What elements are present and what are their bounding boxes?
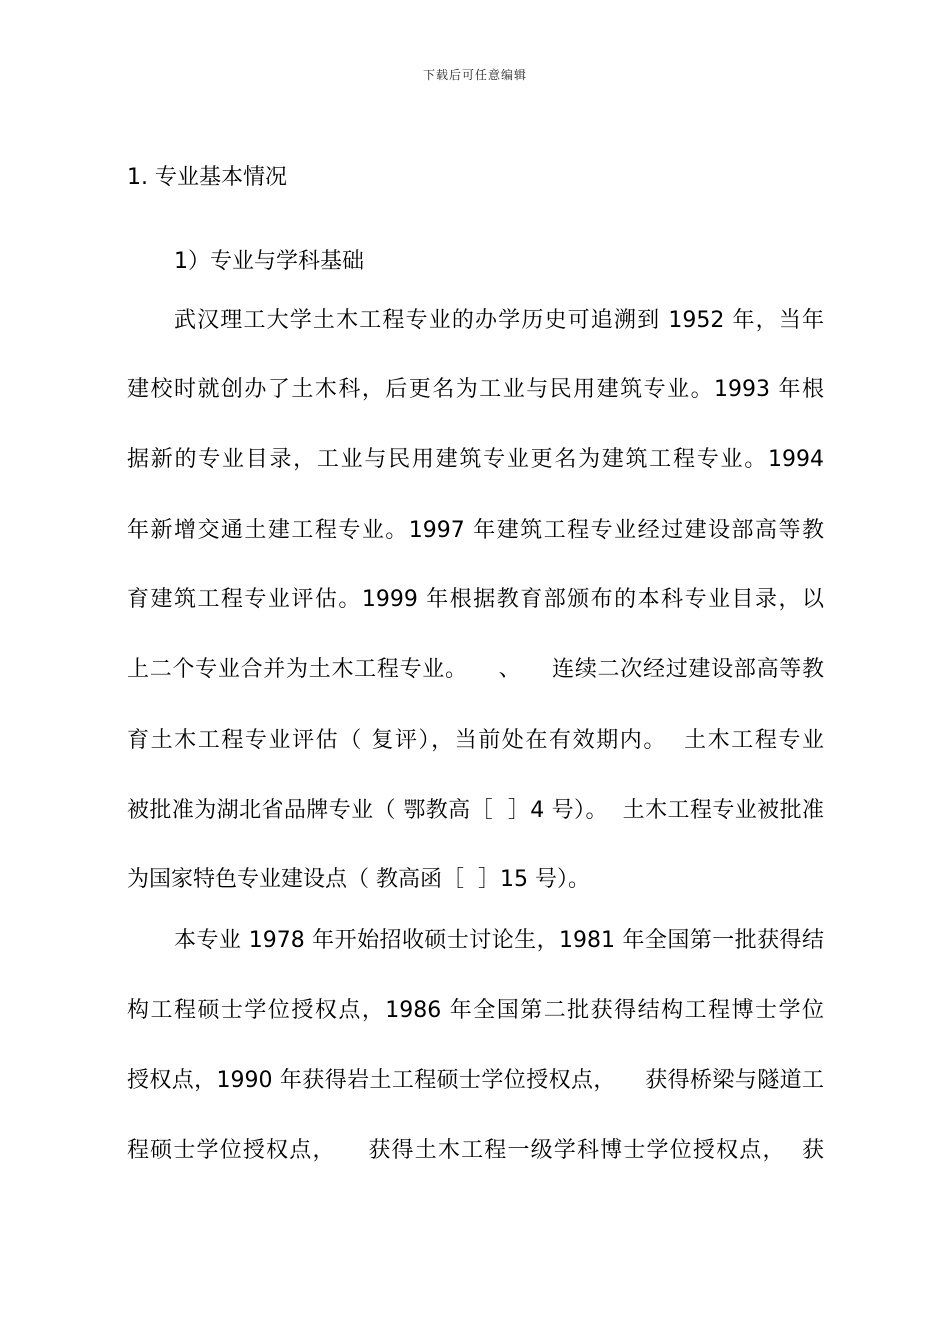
paragraph-line: 程硕士学位授权点， 获得土木工程一级学科博士学位授权点， 获 (127, 1138, 824, 1163)
section-title: 1. 专业基本情况 (127, 165, 287, 190)
paragraph-line: 育建筑工程专业评估。1999 年根据教育部颁布的本科专业目录，以 (127, 587, 824, 612)
paragraph-line: 被批准为湖北省品牌专业（ 鄂教高［ ］4 号）。 土木工程专业被批准 (127, 798, 824, 823)
paragraph-line: 建校时就创办了土木科，后更名为工业与民用建筑专业。1993 年根 (127, 377, 824, 402)
paragraph-line: 武汉理工大学土木工程专业的办学历史可追溯到 1952 年，当年 (174, 308, 824, 333)
paragraph-line: 上二个专业合并为土木工程专业。 、 连续二次经过建设部高等教 (127, 657, 824, 682)
paragraph-line: 据新的专业目录，工业与民用建筑专业更名为建筑工程专业。1994 (127, 447, 824, 472)
paragraph-line: 授权点，1990 年获得岩土工程硕士学位授权点， 获得桥梁与隧道工 (127, 1068, 824, 1093)
paragraph-line: 年新增交通土建工程专业。1997 年建筑工程专业经过建设部高等教 (127, 518, 824, 543)
paragraph-line: 本专业 1978 年开始招收硕士讨论生，1981 年全国第一批获得结 (174, 928, 824, 953)
subsection-title: 1）专业与学科基础 (174, 249, 364, 274)
page-header: 下载后可任意编辑 (422, 68, 527, 82)
paragraph-line: 育土木工程专业评估（ 复评），当前处在有效期内。 土木工程专业 (127, 728, 824, 753)
paragraph-line: 构工程硕士学位授权点，1986 年全国第二批获得结构工程博士学位 (127, 998, 824, 1023)
paragraph-line: 为国家特色专业建设点（ 教高函［ ］15 号）。 (127, 867, 590, 892)
